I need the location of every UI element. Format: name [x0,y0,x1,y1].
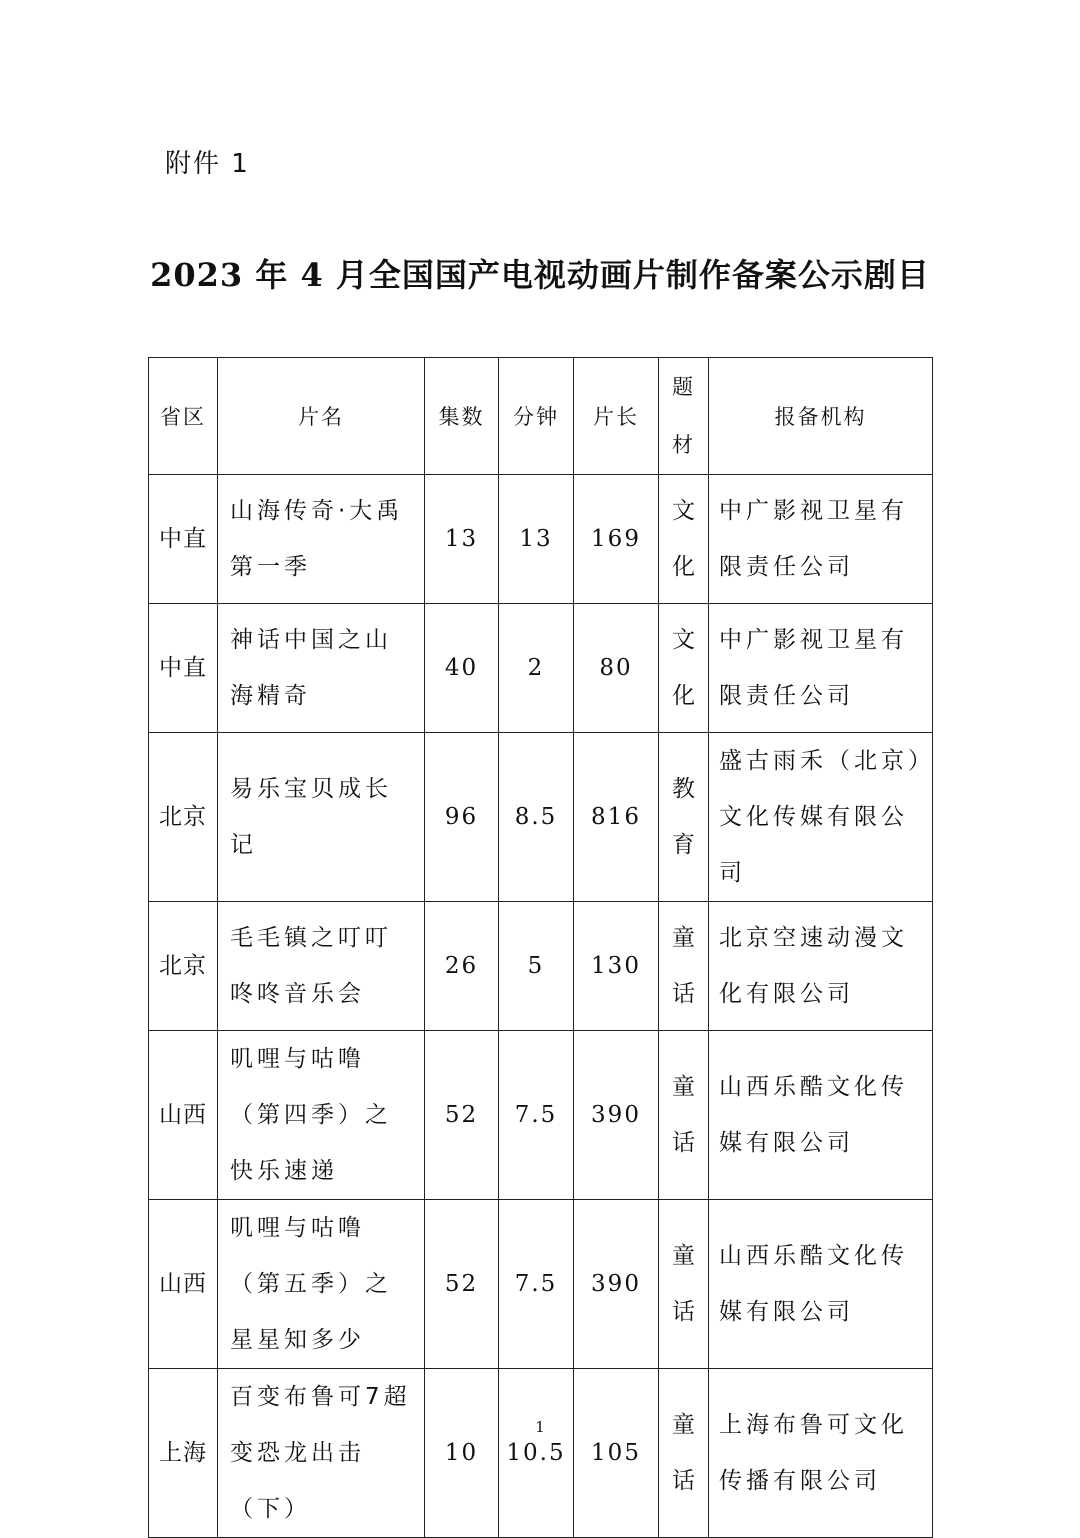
cell-province: 山西 [149,1200,218,1369]
cell-episodes: 13 [425,475,499,604]
cell-genre [659,902,709,1031]
cell-length: 105 [574,1369,659,1538]
cell-genre [659,733,709,902]
table-row [149,1031,933,1200]
cell-genre-line1: 文 [672,498,695,524]
page-title: 2023 年 4 月全国国产电视动画片制作备案公示剧目 [150,256,930,294]
cell-episodes: 26 [425,902,499,1031]
attachment-label: 附件 1 [165,149,250,179]
cell-province: 中直 [149,475,218,604]
cell-province: 北京 [149,902,218,1031]
cell-episodes: 40 [425,604,499,733]
cell-genre-line1: 童 [672,1243,695,1269]
filing-table [148,357,933,1538]
cell-province: 山西 [149,1031,218,1200]
cell-genre [659,1031,709,1200]
cell-genre-line2: 话 [672,981,695,1007]
cell-genre-line1: 文 [672,627,695,653]
cell-organization: 上海布鲁可文化传播有限公司 [709,1369,933,1538]
table-row [149,604,933,733]
cell-episodes: 52 [425,1200,499,1369]
cell-province: 中直 [149,604,218,733]
cell-minutes: 7.5 [499,1200,574,1369]
cell-genre-line1: 教 [672,776,695,802]
header-episodes: 集数 [425,358,499,475]
cell-province: 北京 [149,733,218,902]
cell-episodes: 96 [425,733,499,902]
cell-length: 390 [574,1031,659,1200]
cell-length: 169 [574,475,659,604]
cell-episodes: 52 [425,1031,499,1200]
cell-genre-line2: 化 [672,554,695,580]
cell-genre-line1: 童 [672,925,695,951]
header-name: 片名 [218,358,425,475]
cell-minutes: 8.5 [499,733,574,902]
cell-minutes: 13 [499,475,574,604]
header-genre [659,358,709,475]
header-province: 省区 [149,358,218,475]
cell-length: 390 [574,1200,659,1369]
cell-genre [659,1369,709,1538]
cell-genre-line2: 话 [672,1299,695,1325]
cell-length: 80 [574,604,659,733]
table-row [149,902,933,1031]
cell-organization: 山西乐酷文化传媒有限公司 [709,1031,933,1200]
header-length: 片长 [574,358,659,475]
cell-organization: 山西乐酷文化传媒有限公司 [709,1200,933,1369]
cell-name: 神话中国之山海精奇 [218,604,425,733]
cell-name: 叽哩与咕噜（第四季）之快乐速递 [218,1031,425,1200]
cell-genre [659,1200,709,1369]
table-header-row [149,358,933,475]
table-row [149,1200,933,1369]
cell-minutes: 2 [499,604,574,733]
cell-name: 叽哩与咕噜（第五季）之星星知多少 [218,1200,425,1369]
cell-minutes: 7.5 [499,1031,574,1200]
cell-name: 百变布鲁可7超变恐龙出击（下） [218,1369,425,1538]
cell-minutes: 10.5 [499,1369,574,1538]
cell-name: 山海传奇·大禹第一季 [218,475,425,604]
cell-genre-line1: 童 [672,1074,695,1100]
table-row [149,733,933,902]
cell-organization: 中广影视卫星有限责任公司 [709,604,933,733]
cell-length: 130 [574,902,659,1031]
header-organization: 报备机构 [709,358,933,475]
cell-organization: 北京空速动漫文化有限公司 [709,902,933,1031]
cell-genre-line1: 童 [672,1412,695,1438]
header-minutes: 分钟 [499,358,574,475]
cell-episodes: 10 [425,1369,499,1538]
cell-organization: 盛古雨禾（北京）文化传媒有限公司 [709,733,933,902]
cell-genre-line2: 化 [672,683,695,709]
cell-genre-line2: 育 [672,832,695,858]
cell-genre-line2: 话 [672,1468,695,1494]
table-row [149,1369,933,1538]
header-genre-line1: 题 [672,375,695,399]
cell-name: 易乐宝贝成长记 [218,733,425,902]
cell-genre [659,475,709,604]
page-number: 1 [535,1418,545,1436]
table-row [149,475,933,604]
cell-genre [659,604,709,733]
cell-name: 毛毛镇之叮叮咚咚音乐会 [218,902,425,1031]
cell-minutes: 5 [499,902,574,1031]
cell-province: 上海 [149,1369,218,1538]
cell-genre-line2: 话 [672,1130,695,1156]
cell-organization: 中广影视卫星有限责任公司 [709,475,933,604]
header-genre-line2: 材 [672,433,695,457]
cell-length: 816 [574,733,659,902]
